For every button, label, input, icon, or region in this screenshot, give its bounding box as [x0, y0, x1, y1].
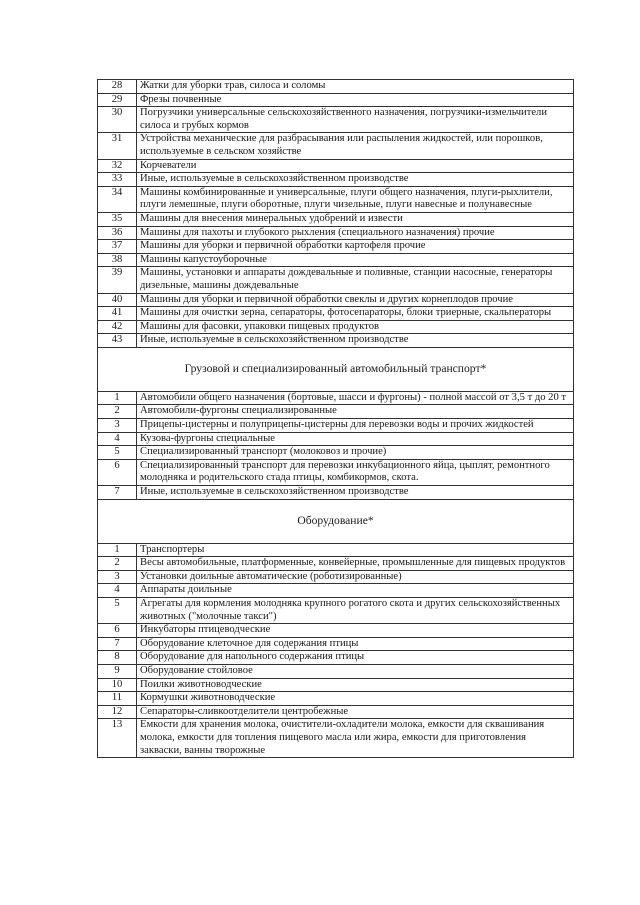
row-description: Кузова-фургоны специальные	[137, 432, 574, 446]
table-row	[98, 240, 574, 254]
table-row	[98, 446, 574, 460]
row-description: Оборудование для напольного содержания птицы	[137, 651, 574, 665]
table-row	[98, 692, 574, 706]
row-description: Поилки животноводческие	[137, 678, 574, 692]
table-row	[98, 186, 574, 212]
row-description: Жатки для уборки трав, силоса и соломы	[137, 80, 574, 94]
table-row	[98, 664, 574, 678]
row-number: 6	[98, 459, 137, 485]
row-number: 38	[98, 253, 137, 267]
table-row	[98, 486, 574, 500]
row-number: 31	[98, 133, 137, 159]
table-row	[98, 253, 574, 267]
table-row	[98, 133, 574, 159]
section-heading: Оборудование*	[98, 499, 574, 543]
row-description: Машины для очистки зерна, сепараторы, фотосепараторы, блоки триерные, скальператоры	[137, 307, 574, 321]
row-description: Автомобили-фургоны специализированные	[137, 405, 574, 419]
row-description: Иные, используемые в сельскохозяйственном производстве	[137, 486, 574, 500]
row-description: Установки доильные автоматические (роботизированные)	[137, 570, 574, 584]
row-description: Автомобили общего назначения (бортовые, шасси и фургоны) - полной массой от 3,5 т до 20 т	[137, 391, 574, 405]
row-number: 40	[98, 293, 137, 307]
row-number: 3	[98, 419, 137, 433]
row-number: 2	[98, 557, 137, 571]
table-row	[98, 320, 574, 334]
row-number: 4	[98, 584, 137, 598]
row-number: 7	[98, 486, 137, 500]
row-number: 3	[98, 570, 137, 584]
table-row	[98, 557, 574, 571]
row-description: Агрегаты для кормления молодняка крупного рогатого скота и других сельскохозяйственных животных ("молочные такси")	[137, 598, 574, 624]
table-row	[98, 267, 574, 293]
row-number: 28	[98, 80, 137, 94]
row-description: Машины, установки и аппараты дождевальные и поливные, станции насосные, генераторы дизельные, машины дождевальные	[137, 267, 574, 293]
row-number: 4	[98, 432, 137, 446]
table-row	[98, 584, 574, 598]
row-number: 35	[98, 212, 137, 226]
table-row	[98, 307, 574, 321]
row-number: 5	[98, 446, 137, 460]
row-description: Машины для фасовки, упаковки пищевых продуктов	[137, 320, 574, 334]
row-description: Погрузчики универсальные сельскохозяйственного назначения, погрузчики-измельчители силоса и грубых кормов	[137, 107, 574, 133]
row-description: Устройства механические для разбрасывания или распыления жидкостей, или порошков, используемые в сельском хозяйстве	[137, 133, 574, 159]
row-description: Машины комбинированные и универсальные, плуги общего назначения, плуги-рыхлители, плуги лемешные, плуги оборотные, плуги чизельные, плуги навесные и полунавесные	[137, 186, 574, 212]
table-row	[98, 570, 574, 584]
row-number: 33	[98, 173, 137, 187]
row-number: 9	[98, 664, 137, 678]
table-row	[98, 159, 574, 173]
row-number: 32	[98, 159, 137, 173]
row-description: Иные, используемые в сельскохозяйственном производстве	[137, 173, 574, 187]
section-heading: Грузовой и специализированный автомобильный транспорт*	[98, 347, 574, 391]
row-number: 8	[98, 651, 137, 665]
section-heading-row	[98, 499, 574, 543]
row-number: 30	[98, 107, 137, 133]
row-number: 42	[98, 320, 137, 334]
row-number: 11	[98, 692, 137, 706]
table-row	[98, 624, 574, 638]
row-description: Фрезы почвенные	[137, 93, 574, 107]
row-number: 34	[98, 186, 137, 212]
row-number: 2	[98, 405, 137, 419]
table-row	[98, 173, 574, 187]
row-description: Прицепы-цистерны и полуприцепы-цистерны для перевозки воды и прочих жидкостей	[137, 419, 574, 433]
table-row	[98, 419, 574, 433]
row-number: 29	[98, 93, 137, 107]
row-description: Специализированный транспорт для перевозки инкубационного яйца, цыплят, ремонтного молодняка и родительского стада птицы, комбикормов, скота.	[137, 459, 574, 485]
table-row	[98, 719, 574, 758]
row-description: Оборудование стойловое	[137, 664, 574, 678]
row-number: 5	[98, 598, 137, 624]
table-body	[98, 80, 574, 758]
table-row	[98, 705, 574, 719]
table-row	[98, 459, 574, 485]
table-row	[98, 293, 574, 307]
table-row	[98, 543, 574, 557]
table-row	[98, 391, 574, 405]
row-number: 37	[98, 240, 137, 254]
row-description: Машины для пахоты и глубокого рыхления (специального назначения) прочие	[137, 226, 574, 240]
row-description: Машины для внесения минеральных удобрений и извести	[137, 212, 574, 226]
row-number: 12	[98, 705, 137, 719]
row-number: 6	[98, 624, 137, 638]
row-number: 39	[98, 267, 137, 293]
table-row	[98, 678, 574, 692]
row-number: 10	[98, 678, 137, 692]
row-description: Емкости для хранения молока, очистители-охладители молока, емкости для сквашивания молока, емкости для топления пищевого масла или жира, емкости для приготовления закваски, ванны творожные	[137, 719, 574, 758]
table-row	[98, 637, 574, 651]
row-number: 36	[98, 226, 137, 240]
row-number: 41	[98, 307, 137, 321]
section-heading-row	[98, 347, 574, 391]
row-number: 1	[98, 391, 137, 405]
row-description: Машины для уборки и первичной обработки картофеля прочие	[137, 240, 574, 254]
row-description: Иные, используемые в сельскохозяйственном производстве	[137, 334, 574, 348]
row-description: Машины для уборки и первичной обработки свеклы и других корнеплодов прочие	[137, 293, 574, 307]
table-row	[98, 107, 574, 133]
table-row	[98, 405, 574, 419]
table-row	[98, 93, 574, 107]
row-description: Оборудование клеточное для содержания птицы	[137, 637, 574, 651]
row-number: 1	[98, 543, 137, 557]
row-description: Сепараторы-сливкоотделители центробежные	[137, 705, 574, 719]
table-row	[98, 598, 574, 624]
row-number: 43	[98, 334, 137, 348]
table-row	[98, 80, 574, 94]
table-row	[98, 334, 574, 348]
equipment-list-table	[97, 79, 574, 758]
row-number: 13	[98, 719, 137, 758]
row-description: Корчеватели	[137, 159, 574, 173]
row-number: 7	[98, 637, 137, 651]
row-description: Машины капустоуборочные	[137, 253, 574, 267]
row-description: Инкубаторы птицеводческие	[137, 624, 574, 638]
row-description: Кормушки животноводческие	[137, 692, 574, 706]
row-description: Транспортеры	[137, 543, 574, 557]
table-row	[98, 212, 574, 226]
table-row	[98, 226, 574, 240]
table-row	[98, 651, 574, 665]
row-description: Весы автомобильные, платформенные, конвейерные, промышленные для пищевых продуктов	[137, 557, 574, 571]
table-row	[98, 432, 574, 446]
row-description: Специализированный транспорт (молоковоз и прочие)	[137, 446, 574, 460]
row-description: Аппараты доильные	[137, 584, 574, 598]
